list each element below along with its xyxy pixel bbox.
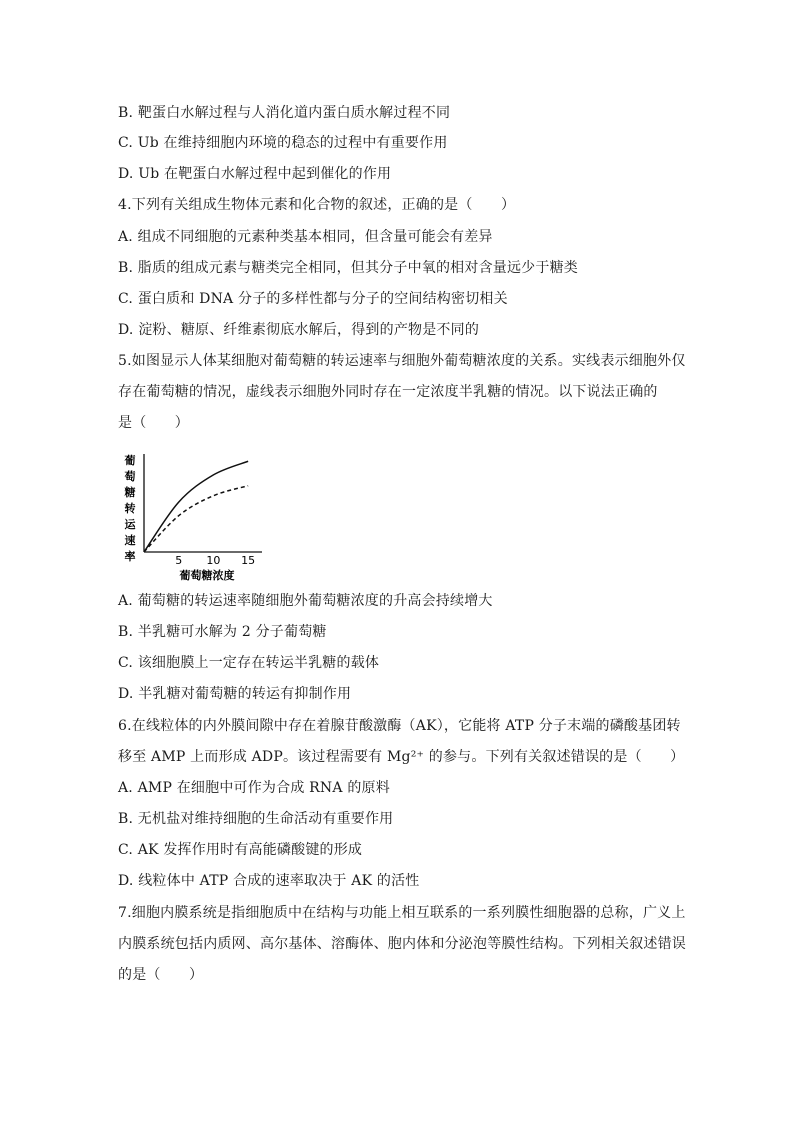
question-7-stem-line1: 7.细胞内膜系统是指细胞质中在结构与功能上相互联系的一系列膜性细胞器的总称，广义上	[118, 905, 686, 921]
y-axis-label-char: 转	[124, 502, 136, 515]
question-5-stem-line2: 存在葡萄糖的情况，虚线表示细胞外同时存在一定浓度半乳糖的情况。以下说法正确的	[118, 384, 658, 400]
option-3b: B. 靶蛋白水解过程与人消化道内蛋白质水解过程不同	[118, 105, 451, 121]
x-axis-label: 葡萄糖浓度	[179, 569, 235, 582]
dashed-series-line	[144, 486, 248, 552]
option-6b: B. 无机盐对维持细胞的生命活动有重要作用	[118, 811, 394, 827]
question-6-stem-line1: 6.在线粒体的内外膜间隙中存在着腺苷酸激酶（AK），它能将 ATP 分子末端的磷酸基团转	[118, 718, 681, 734]
option-4b: B. 脂质的组成元素与糖类完全相同，但其分子中氧的相对含量远少于糖类	[118, 260, 578, 276]
x-tick-label: 10	[206, 554, 221, 567]
option-6a: A. AMP 在细胞中可作为合成 RNA 的原料	[118, 780, 390, 796]
option-6c: C. AK 发挥作用时有高能磷酸键的形成	[118, 842, 363, 858]
x-tick-label: 5	[175, 554, 183, 567]
y-axis-label-char: 葡	[124, 454, 136, 467]
option-4a: A. 组成不同细胞的元素种类基本相同，但含量可能会有差异	[118, 229, 493, 245]
y-axis-label-char: 萄	[124, 470, 136, 483]
glucose-transport-chart	[112, 450, 272, 582]
question-7-stem-line2: 内膜系统包括内质网、高尔基体、溶酶体、胞内体和分泌泡等膜性结构。下列相关叙述错误	[118, 936, 686, 952]
question-7-stem-line3: 的是（ ）	[118, 967, 204, 983]
question-5-stem-line1: 5.如图显示人体某细胞对葡萄糖的转运速率与细胞外葡萄糖浓度的关系。实线表示细胞外仅	[118, 353, 686, 369]
question-5-stem-line3: 是（ ）	[118, 415, 189, 431]
y-axis-label-char: 运	[124, 518, 136, 531]
option-5d: D. 半乳糖对葡萄糖的转运有抑制作用	[118, 686, 352, 702]
y-axis-label-char: 速	[124, 534, 136, 547]
y-axis-label-char: 糖	[124, 486, 136, 499]
option-4c: C. 蛋白质和 DNA 分子的多样性都与分子的空间结构密切相关	[118, 291, 508, 307]
option-4d: D. 淀粉、糖原、纤维素彻底水解后，得到的产物是不同的	[118, 322, 480, 338]
option-3c: C. Ub 在维持细胞内环境的稳态的过程中有重要作用	[118, 135, 448, 151]
y-axis-label-char: 率	[124, 550, 136, 563]
solid-series-line	[144, 461, 248, 552]
option-6d: D. 线粒体中 ATP 合成的速率取决于 AK 的活性	[118, 873, 420, 889]
option-5a: A. 葡萄糖的转运速率随细胞外葡萄糖浓度的升高会持续增大	[118, 593, 493, 609]
question-6-stem-line2: 移至 AMP 上而形成 ADP。该过程需要有 Mg²⁺ 的参与。下列有关叙述错误的是（ ）	[118, 749, 685, 765]
question-4-stem: 4.下列有关组成生物体元素和化合物的叙述，正确的是（ ）	[118, 197, 516, 213]
option-5b: B. 半乳糖可水解为 2 分子葡萄糖	[118, 624, 327, 640]
chart-svg	[112, 450, 272, 582]
x-tick-label: 15	[241, 554, 256, 567]
option-3d: D. Ub 在靶蛋白水解过程中起到催化的作用	[118, 166, 392, 182]
option-5c: C. 该细胞膜上一定存在转运半乳糖的载体	[118, 655, 380, 671]
